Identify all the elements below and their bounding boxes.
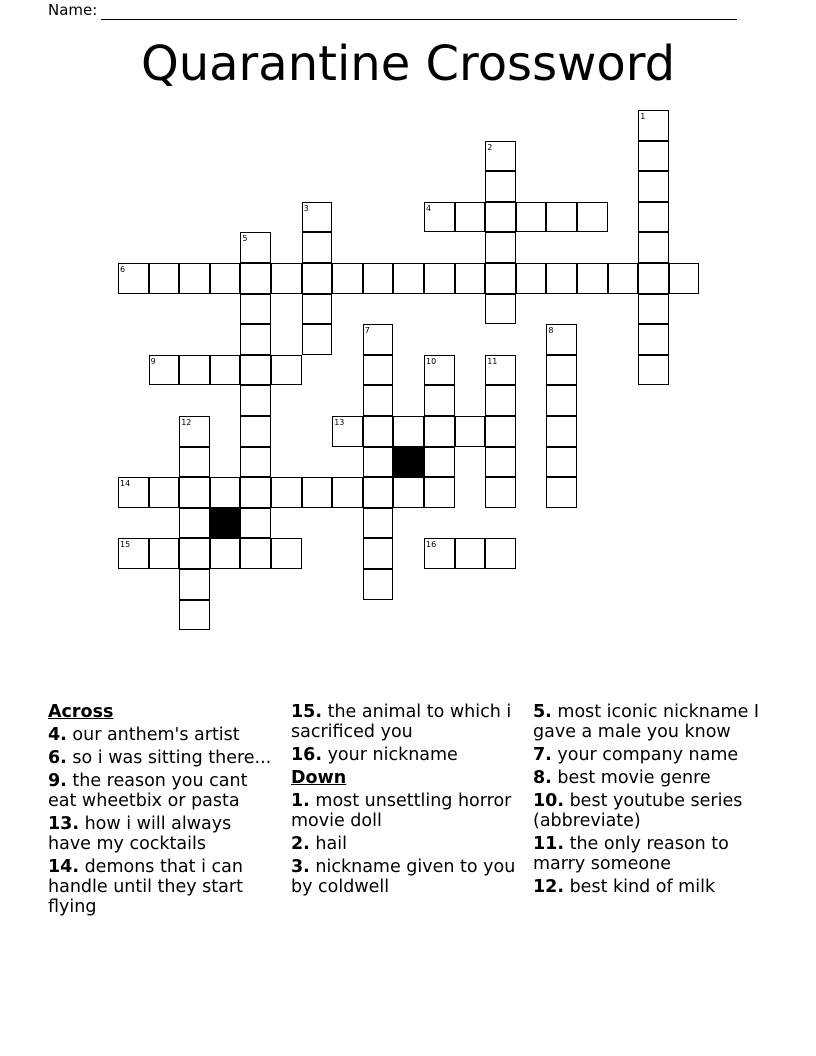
- clue-number: 9: [150, 356, 156, 366]
- clue-item-text: demons that i can handle until they start flying: [48, 857, 243, 917]
- clue-item-number: 5.: [533, 702, 552, 722]
- grid-cell[interactable]: [638, 263, 669, 294]
- grid-cell[interactable]: [669, 263, 700, 294]
- grid-cell[interactable]: [485, 141, 516, 172]
- grid-cell[interactable]: [210, 477, 241, 508]
- clue-item: [533, 791, 763, 831]
- grid-cell[interactable]: [363, 538, 394, 569]
- clue-item-text: our anthem's artist: [66, 725, 240, 745]
- name-field[interactable]: [48, 0, 737, 20]
- clue-number: 14: [120, 479, 131, 489]
- grid-cell[interactable]: [179, 355, 210, 386]
- grid-cell[interactable]: [149, 263, 180, 294]
- black-square: [210, 508, 241, 539]
- grid-cell[interactable]: [608, 263, 639, 294]
- grid-cell[interactable]: [393, 416, 424, 447]
- grid-cell[interactable]: [302, 294, 333, 325]
- clue-number: 4: [426, 203, 432, 213]
- clue-item: [48, 771, 278, 811]
- grid-cell[interactable]: [638, 202, 669, 233]
- grid-cell[interactable]: [393, 477, 424, 508]
- grid-cell[interactable]: [149, 477, 180, 508]
- clue-item: [48, 857, 278, 917]
- grid-cell[interactable]: [179, 538, 210, 569]
- grid-cell[interactable]: [240, 508, 271, 539]
- clue-item: [533, 834, 763, 874]
- grid-cell[interactable]: [363, 385, 394, 416]
- down-clue-list: [291, 791, 521, 897]
- clue-number: 6: [120, 265, 126, 274]
- grid-cell[interactable]: [179, 447, 210, 478]
- grid-cell[interactable]: [546, 447, 577, 478]
- grid-cell[interactable]: [577, 263, 608, 294]
- grid-cell[interactable]: [577, 202, 608, 233]
- name-underline[interactable]: [101, 5, 737, 20]
- across-heading: Across: [48, 702, 114, 722]
- grid-cell[interactable]: [179, 508, 210, 539]
- grid-cell[interactable]: [240, 232, 271, 263]
- clue-item-text: the only reason to marry someone: [533, 834, 729, 874]
- clues-column-1: [48, 702, 278, 920]
- grid-cell[interactable]: [455, 538, 486, 569]
- grid-cell[interactable]: [118, 538, 149, 569]
- grid-cell[interactable]: [546, 202, 577, 233]
- grid-cell[interactable]: [485, 202, 516, 233]
- clue-number: 7: [364, 326, 370, 336]
- grid-cell[interactable]: [638, 110, 669, 141]
- grid-cell[interactable]: [210, 538, 241, 569]
- grid-cell[interactable]: [149, 355, 180, 386]
- grid-cell[interactable]: [424, 447, 455, 478]
- clue-item-number: 14.: [48, 857, 80, 877]
- grid-cell[interactable]: [240, 324, 271, 355]
- clue-number: 3: [303, 203, 309, 213]
- grid-cell[interactable]: [424, 477, 455, 508]
- clue-item-text: the reason you cant eat wheetbix or pasta: [48, 771, 248, 811]
- clue-item: [533, 702, 763, 742]
- clue-item-number: 8.: [533, 768, 552, 788]
- clue-item-number: 2.: [291, 834, 310, 854]
- clue-item-number: 4.: [48, 725, 67, 745]
- clue-item-text: most unsettling horror movie doll: [291, 791, 512, 831]
- grid-cell[interactable]: [332, 477, 363, 508]
- clue-number: 1: [640, 112, 646, 121]
- grid-cell[interactable]: [455, 416, 486, 447]
- clue-item-number: 3.: [291, 857, 310, 877]
- clue-item-text: best youtube series (abbreviate): [533, 791, 743, 831]
- clue-number: 12: [181, 418, 192, 427]
- grid-cell[interactable]: [240, 355, 271, 386]
- grid-cell[interactable]: [546, 355, 577, 386]
- clue-item: [291, 857, 521, 897]
- grid-cell[interactable]: [363, 477, 394, 508]
- grid-cell[interactable]: [179, 263, 210, 294]
- clue-item: [533, 877, 763, 897]
- grid-cell[interactable]: [271, 538, 302, 569]
- clue-number: 13: [334, 418, 345, 427]
- clue-item: [291, 745, 521, 765]
- grid-cell[interactable]: [485, 232, 516, 263]
- grid-cell[interactable]: [332, 263, 363, 294]
- grid-cell[interactable]: [546, 385, 577, 416]
- grid-cell[interactable]: [179, 416, 210, 447]
- clue-item-text: nickname given to you by coldwell: [291, 857, 516, 897]
- grid-cell[interactable]: [455, 202, 486, 233]
- grid-cell[interactable]: [638, 355, 669, 386]
- clue-item-text: best kind of milk: [564, 877, 716, 897]
- clue-item-text: your company name: [551, 745, 739, 765]
- clue-number: 16: [426, 540, 437, 550]
- grid-cell[interactable]: [485, 385, 516, 416]
- grid-cell[interactable]: [271, 355, 302, 386]
- grid-cell[interactable]: [424, 355, 455, 386]
- grid-cell[interactable]: [638, 141, 669, 172]
- grid-cell[interactable]: [149, 538, 180, 569]
- clue-item-number: 15.: [291, 702, 323, 722]
- grid-cell[interactable]: [240, 263, 271, 294]
- grid-cell[interactable]: [210, 355, 241, 386]
- clue-item-text: so i was sitting there...: [66, 748, 272, 768]
- clue-item: [291, 702, 521, 742]
- clue-item-number: 1.: [291, 791, 310, 811]
- clue-number: 8: [548, 326, 554, 336]
- grid-cell[interactable]: [302, 324, 333, 355]
- grid-cell[interactable]: [485, 263, 516, 294]
- grid-cell[interactable]: [485, 447, 516, 478]
- clue-item: [533, 745, 763, 765]
- clues-column-3: [533, 702, 763, 900]
- grid-cell[interactable]: [638, 294, 669, 325]
- clue-item-number: 6.: [48, 748, 67, 768]
- clue-item: [48, 814, 278, 854]
- grid-cell[interactable]: [546, 477, 577, 508]
- grid-cell[interactable]: [240, 538, 271, 569]
- grid-cell[interactable]: [210, 263, 241, 294]
- grid-cell[interactable]: [638, 324, 669, 355]
- clue-item-number: 11.: [533, 834, 565, 854]
- grid-cell[interactable]: [424, 202, 455, 233]
- grid-cell[interactable]: [485, 294, 516, 325]
- clue-item-text: most iconic nickname I gave a male you know: [533, 702, 760, 742]
- grid-cell[interactable]: [179, 477, 210, 508]
- grid-cell[interactable]: [302, 263, 333, 294]
- clue-number: 5: [242, 234, 248, 244]
- clues-column-2: [291, 702, 521, 900]
- grid-cell[interactable]: [240, 294, 271, 325]
- grid-cell[interactable]: [240, 385, 271, 416]
- grid-cell[interactable]: [179, 600, 210, 631]
- grid-cell[interactable]: [455, 263, 486, 294]
- grid-cell[interactable]: [485, 416, 516, 447]
- clue-item-number: 13.: [48, 814, 80, 834]
- grid-cell[interactable]: [485, 538, 516, 569]
- grid-cell[interactable]: [485, 355, 516, 386]
- grid-cell[interactable]: [271, 263, 302, 294]
- grid-cell[interactable]: [363, 569, 394, 600]
- grid-cell[interactable]: [240, 447, 271, 478]
- clue-item-number: 12.: [533, 877, 565, 897]
- clue-item: [291, 834, 521, 854]
- clue-item-number: 10.: [533, 791, 565, 811]
- grid-cell[interactable]: [546, 416, 577, 447]
- grid-cell[interactable]: [118, 477, 149, 508]
- grid-cell[interactable]: [546, 324, 577, 355]
- grid-cell[interactable]: [363, 324, 394, 355]
- grid-cell[interactable]: [638, 232, 669, 263]
- grid-cell[interactable]: [363, 355, 394, 386]
- grid-cell[interactable]: [363, 263, 394, 294]
- name-label: Name:: [48, 1, 98, 19]
- grid-cell[interactable]: [118, 263, 149, 294]
- black-square: [393, 447, 424, 478]
- clue-item: [533, 768, 763, 788]
- clue-number: 10: [426, 356, 437, 366]
- grid-cell[interactable]: [363, 447, 394, 478]
- grid-cell[interactable]: [363, 508, 394, 539]
- clue-item-text: hail: [309, 834, 347, 854]
- grid-cell[interactable]: [424, 538, 455, 569]
- clue-item-number: 9.: [48, 771, 67, 791]
- grid-cell[interactable]: [179, 569, 210, 600]
- grid-cell[interactable]: [240, 416, 271, 447]
- clue-item-text: the animal to which i sacrificed you: [291, 702, 512, 742]
- clue-item-text: best movie genre: [551, 768, 711, 788]
- grid-cell[interactable]: [424, 385, 455, 416]
- grid-cell[interactable]: [485, 171, 516, 202]
- grid-cell[interactable]: [302, 232, 333, 263]
- grid-cell[interactable]: [271, 477, 302, 508]
- grid-cell[interactable]: [363, 416, 394, 447]
- clue-item-text: how i will always have my cocktails: [48, 814, 232, 854]
- grid-cell[interactable]: [638, 171, 669, 202]
- grid-cell[interactable]: [485, 477, 516, 508]
- grid-cell[interactable]: [516, 202, 547, 233]
- grid-cell[interactable]: [393, 263, 424, 294]
- across-clue-list: [48, 725, 278, 917]
- clue-item-number: 16.: [291, 745, 323, 765]
- grid-cell[interactable]: [302, 477, 333, 508]
- page-title: Quarantine Crossword: [140, 36, 676, 92]
- grid-cell[interactable]: [302, 202, 333, 233]
- clue-number: 15: [120, 540, 131, 550]
- grid-cell[interactable]: [546, 263, 577, 294]
- clue-item: [48, 725, 278, 745]
- clue-number: 11: [487, 356, 498, 366]
- down-heading: Down: [291, 768, 347, 788]
- clue-item-number: 7.: [533, 745, 552, 765]
- clue-item-text: your nickname: [322, 745, 458, 765]
- grid-cell[interactable]: [240, 477, 271, 508]
- clue-item: [291, 791, 521, 831]
- grid-cell[interactable]: [424, 263, 455, 294]
- grid-cell[interactable]: [516, 263, 547, 294]
- clue-number: 2: [487, 142, 493, 152]
- grid-cell[interactable]: [332, 416, 363, 447]
- across-clue-list-continued: [291, 702, 521, 765]
- clue-item: [48, 748, 278, 768]
- grid-cell[interactable]: [424, 416, 455, 447]
- down-clue-list-continued: [533, 702, 763, 897]
